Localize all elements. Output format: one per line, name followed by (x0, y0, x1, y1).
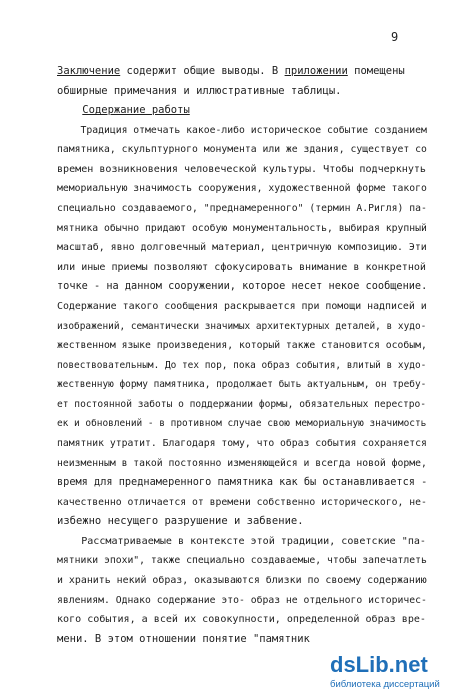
text-line (57, 179, 429, 199)
text-segment: содержит общие выводы. В (120, 65, 285, 77)
text-line (57, 610, 429, 630)
dslib-watermark (330, 652, 442, 692)
text-segment: и хранить некий образ, оказываются близки по своему содержанию (57, 575, 427, 587)
text-segment: мемориальную значимость сооружения, художественной форме такого (57, 183, 427, 195)
watermark-logo: dsLib.net (330, 652, 428, 677)
text-segment (57, 104, 82, 116)
text-line (57, 473, 429, 493)
text-line (57, 336, 429, 356)
text-line (57, 356, 429, 376)
text-line (57, 277, 429, 297)
text-segment: мени. В этом отношении понятие "памятник (57, 632, 310, 645)
text-segment: обширные примечания и иллюстративные таблицы. (57, 84, 342, 97)
text-segment: избежно несущего разрушение и забвение. (57, 515, 304, 528)
text-segment: Содержание такого сообщения раскрывается при помощи надписей и (57, 300, 427, 312)
watermark-caption: библиотека диссертаций (330, 679, 440, 690)
text-line (57, 630, 429, 650)
text-segment: время для преднамеренного памятника как бы останавливается - (57, 476, 428, 489)
text-line (57, 238, 429, 258)
body-text (57, 62, 429, 649)
text-line (57, 160, 429, 180)
text-segment: Традиция отмечать какое-либо историческое событие созданием (57, 124, 427, 136)
text-line (57, 414, 429, 434)
text-line (57, 375, 429, 395)
text-line (57, 199, 429, 219)
text-segment: жественном языке произведения, который также становится особым, (57, 340, 427, 352)
text-line (57, 121, 429, 141)
text-line (57, 434, 429, 454)
text-line (57, 454, 429, 474)
text-segment: кого события, а всей их совокупности, определенной образ вре- (57, 614, 426, 626)
text-line (57, 140, 429, 160)
text-segment: точке - на данном сооружении, которое несет некое сообщение. (57, 280, 428, 293)
text-segment: мятники эпохи", также специально создаваемые, чтобы запечатлеть (57, 555, 427, 567)
text-line (57, 317, 429, 337)
text-line (57, 493, 429, 513)
text-segment: ек и обновлений - в противном случае свою мемориальную значимость (57, 418, 427, 430)
text-segment: памятник утратит. Благодаря тому, что образ события сохраняется (57, 437, 427, 449)
text-line (57, 551, 429, 571)
text-line (57, 101, 429, 121)
underlined-heading: Содержание работы (82, 104, 190, 117)
page-number: 9 (391, 30, 399, 44)
text-segment: качественно отличается от времени собственно исторического, не- (57, 496, 427, 508)
text-segment: неизменным в такой постоянно изменяющейся и всегда новой форме, (57, 457, 427, 469)
text-line (57, 512, 429, 532)
text-segment: ет постоянной заботы о поддержании формы, обязательных перестро- (57, 398, 427, 410)
text-line (57, 297, 429, 317)
underlined-heading: приложении (284, 65, 348, 77)
text-line (57, 532, 429, 552)
text-line (57, 62, 429, 82)
underlined-heading: Заключение (57, 65, 121, 77)
text-segment: повествовательным. До тех пор, пока образ события, влитый в худо- (57, 359, 427, 371)
text-segment: памятника, скульптурного монумента или же здания, существует со (57, 144, 427, 156)
text-line (57, 571, 429, 591)
text-segment: Рассматриваемые в контексте этой традиции, советские "па- (57, 535, 426, 547)
text-segment: жественную форму памятника, продолжает быть актуальным, он требу- (57, 379, 427, 391)
text-line (57, 258, 429, 278)
text-segment: специально создаваемого, "преднамеренного" (термин А.Ригля) па- (57, 203, 427, 215)
text-segment: или иные приемы позволяют сфокусировать внимание в конкретной (57, 261, 426, 273)
text-line (57, 82, 429, 102)
text-segment: масштаб, явно долговечный материал, центричную композицию. Эти (57, 242, 427, 254)
text-segment: явлениям. Однако содержание это- образ не отдельного историчес- (57, 594, 427, 606)
text-line (57, 591, 429, 611)
text-segment: времен возникновения человеческой культуры. Чтобы подчеркнуть (57, 163, 426, 175)
text-segment: мятника обычно придают особую монументальность, выбирая крупный (57, 222, 427, 234)
text-segment: помещены (347, 65, 405, 77)
text-line (57, 395, 429, 415)
text-segment: изображений, семантически значимых архитектурных деталей, в худо- (57, 320, 427, 332)
text-line (57, 219, 429, 239)
